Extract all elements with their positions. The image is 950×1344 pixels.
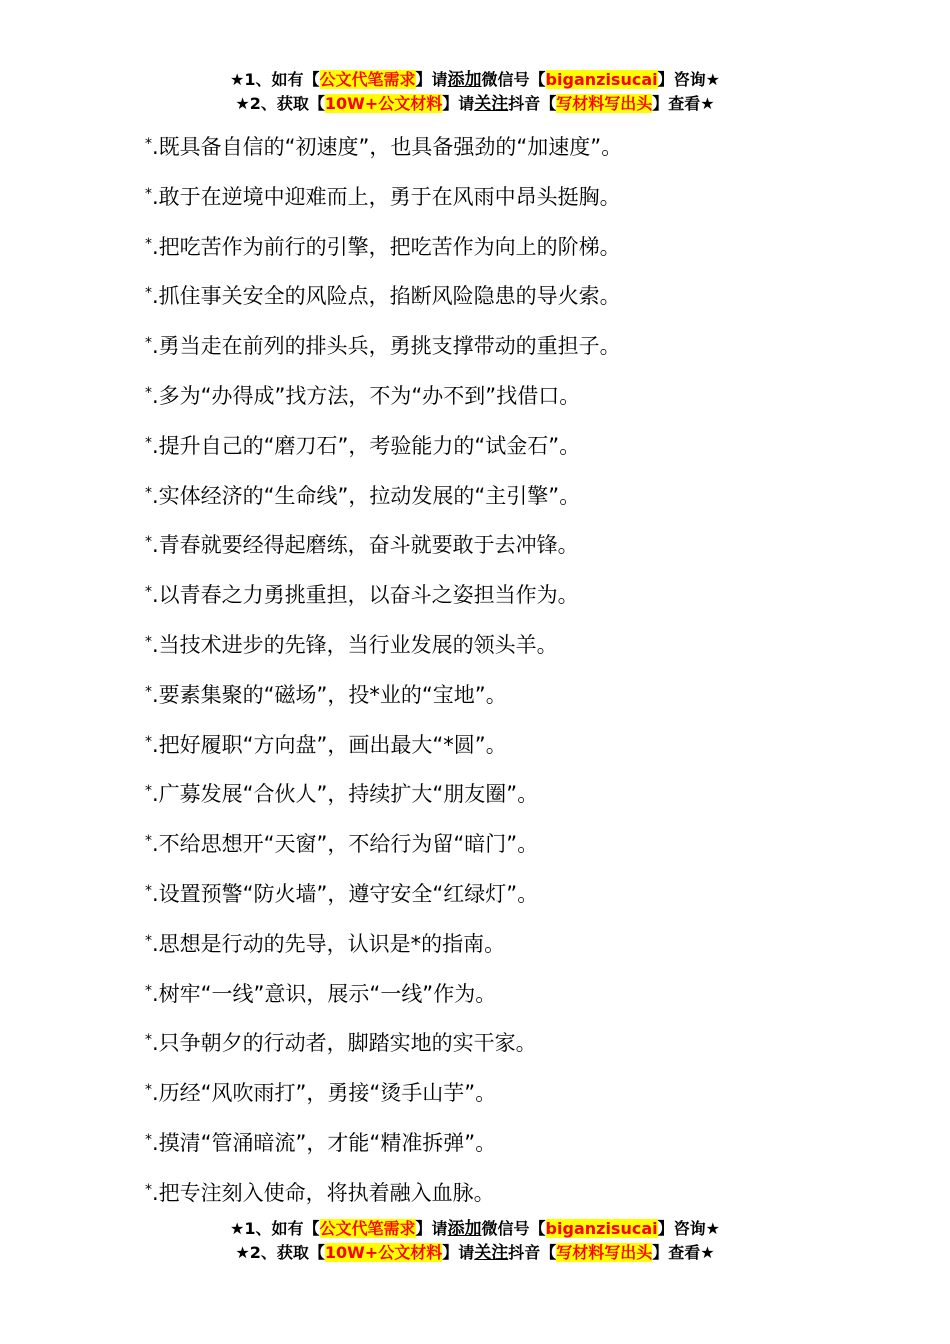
bullet-mark: * bbox=[145, 833, 152, 850]
banner-text: ★1、如有【 bbox=[230, 1219, 320, 1238]
highlight-text: 写材料写出头 bbox=[556, 94, 653, 113]
list-item bbox=[145, 419, 845, 469]
highlight-text: biganzisucai bbox=[545, 70, 658, 89]
item-text: .实体经济的“生命线”，拉动发展的“主引擎”。 bbox=[152, 483, 581, 508]
bullet-mark: * bbox=[145, 1032, 152, 1049]
list-item bbox=[145, 767, 845, 817]
highlight-text: 公文代笔需求 bbox=[319, 70, 416, 89]
item-text: .抓住事关安全的风险点，掐断风险隐患的导火索。 bbox=[152, 284, 621, 309]
banner-text: 】请 bbox=[442, 94, 475, 113]
list-item bbox=[145, 269, 845, 319]
item-text: .既具备自信的“初速度”，也具备强劲的“加速度”。 bbox=[152, 135, 623, 159]
bullet-mark: * bbox=[145, 235, 152, 252]
footer-banner bbox=[0, 1217, 950, 1265]
bullet-mark: * bbox=[145, 384, 152, 401]
list-item bbox=[145, 369, 845, 419]
item-text: .不给思想开“天窗”，不给行为留“暗门”。 bbox=[152, 832, 539, 857]
list-item bbox=[145, 618, 845, 668]
banner-text: 抖音【 bbox=[508, 94, 557, 113]
list-item bbox=[145, 1066, 845, 1116]
bullet-mark: * bbox=[145, 285, 152, 302]
list-item bbox=[145, 867, 845, 917]
highlight-text: biganzisucai bbox=[545, 1219, 658, 1238]
item-text: .要素集聚的“磁场”，投*业的“宝地”。 bbox=[152, 682, 507, 707]
list-item bbox=[145, 1166, 845, 1216]
list-item bbox=[145, 469, 845, 519]
list-item bbox=[145, 1116, 845, 1166]
bullet-mark: * bbox=[145, 584, 152, 601]
underlined-text: 关注 bbox=[474, 94, 509, 114]
banner-text: 】请 bbox=[442, 1243, 475, 1262]
item-text: .广募发展“合伙人”，持续扩大“朋友圈”。 bbox=[152, 782, 539, 807]
bullet-mark: * bbox=[145, 683, 152, 700]
highlight-text: 写材料写出头 bbox=[556, 1243, 653, 1262]
banner-text: 】请 bbox=[415, 70, 448, 89]
item-text: .树牢“一线”意识，展示“一线”作为。 bbox=[152, 981, 497, 1006]
item-text: .摸清“管涌暗流”，才能“精准拆弹”。 bbox=[152, 1130, 497, 1155]
item-text: .以青春之力勇挑重担，以奋斗之姿担当作为。 bbox=[152, 583, 579, 608]
highlight-text: 10W+公文材料 bbox=[324, 1243, 443, 1262]
item-text: .敢于在逆境中迎难而上，勇于在风雨中昂头挺胸。 bbox=[152, 184, 621, 209]
bullet-mark: * bbox=[145, 932, 152, 949]
list-item bbox=[145, 568, 845, 618]
highlight-text: 10W+公文材料 bbox=[324, 94, 443, 113]
bullet-mark: * bbox=[145, 1181, 152, 1198]
banner-line-2 bbox=[0, 92, 950, 116]
item-text: .把专注刻入使命，将执着融入血脉。 bbox=[152, 1180, 495, 1205]
item-text: .思想是行动的先导，认识是*的指南。 bbox=[152, 931, 506, 956]
list-item bbox=[145, 170, 845, 220]
banner-text: 】查看★ bbox=[652, 1243, 715, 1262]
bullet-mark: * bbox=[145, 1082, 152, 1099]
banner-text: ★2、获取【 bbox=[235, 1243, 325, 1262]
list-item bbox=[145, 668, 845, 718]
banner-text: 】咨询★ bbox=[657, 1219, 720, 1238]
bullet-mark: * bbox=[145, 633, 152, 650]
banner-text: 微信号【 bbox=[481, 70, 546, 89]
bullet-mark: * bbox=[145, 434, 152, 451]
banner-line-2 bbox=[0, 1241, 950, 1265]
banner-text: 微信号【 bbox=[481, 1219, 546, 1238]
banner-text: 】查看★ bbox=[652, 94, 715, 113]
underlined-text: 关注 bbox=[474, 1243, 509, 1263]
banner-text: 抖音【 bbox=[508, 1243, 557, 1262]
item-text: .历经“风吹雨打”，勇接“烫手山芋”。 bbox=[152, 1081, 497, 1106]
item-text: .勇当走在前列的排头兵，勇挑支撑带动的重担子。 bbox=[152, 334, 621, 359]
item-text: .把好履职“方向盘”，画出最大“*圆”。 bbox=[152, 732, 507, 757]
item-text: .多为“办得成”找方法，不为“办不到”找借口。 bbox=[152, 383, 581, 408]
banner-text: 】请 bbox=[415, 1219, 448, 1238]
banner-line-1 bbox=[0, 68, 950, 92]
bullet-mark: * bbox=[145, 733, 152, 750]
banner-text: 】咨询★ bbox=[657, 70, 720, 89]
banner-line-1 bbox=[0, 1217, 950, 1241]
item-text: .只争朝夕的行动者，脚踏实地的实干家。 bbox=[152, 1031, 537, 1056]
list-item bbox=[145, 120, 845, 170]
list-item bbox=[145, 967, 845, 1017]
list-item bbox=[145, 220, 845, 270]
list-item bbox=[145, 518, 845, 568]
bullet-mark: * bbox=[145, 882, 152, 899]
bullet-mark: * bbox=[145, 1131, 152, 1148]
bullet-mark: * bbox=[145, 982, 152, 999]
list-item bbox=[145, 319, 845, 369]
item-text: .提升自己的“磨刀石”，考验能力的“试金石”。 bbox=[152, 433, 581, 458]
banner-text: ★2、获取【 bbox=[235, 94, 325, 113]
list-item bbox=[145, 817, 845, 867]
bullet-mark: * bbox=[145, 484, 152, 501]
item-text: .当技术进步的先锋，当行业发展的领头羊。 bbox=[152, 632, 558, 657]
bullet-mark: * bbox=[145, 534, 152, 551]
bullet-mark: * bbox=[145, 136, 152, 152]
underlined-text: 添加 bbox=[447, 70, 482, 90]
highlight-text: 公文代笔需求 bbox=[319, 1219, 416, 1238]
item-text: .青春就要经得起磨练，奋斗就要敢于去冲锋。 bbox=[152, 533, 579, 558]
item-text: .把吃苦作为前行的引擎，把吃苦作为向上的阶梯。 bbox=[152, 234, 621, 259]
phrase-list bbox=[145, 120, 845, 1216]
list-item bbox=[145, 718, 845, 768]
list-item bbox=[145, 917, 845, 967]
underlined-text: 添加 bbox=[447, 1219, 482, 1239]
bullet-mark: * bbox=[145, 185, 152, 202]
bullet-mark: * bbox=[145, 783, 152, 800]
list-item bbox=[145, 1016, 845, 1066]
bullet-mark: * bbox=[145, 335, 152, 352]
item-text: .设置预警“防火墙”，遵守安全“红绿灯”。 bbox=[152, 881, 539, 906]
banner-text: ★1、如有【 bbox=[230, 70, 320, 89]
header-banner bbox=[0, 68, 950, 116]
